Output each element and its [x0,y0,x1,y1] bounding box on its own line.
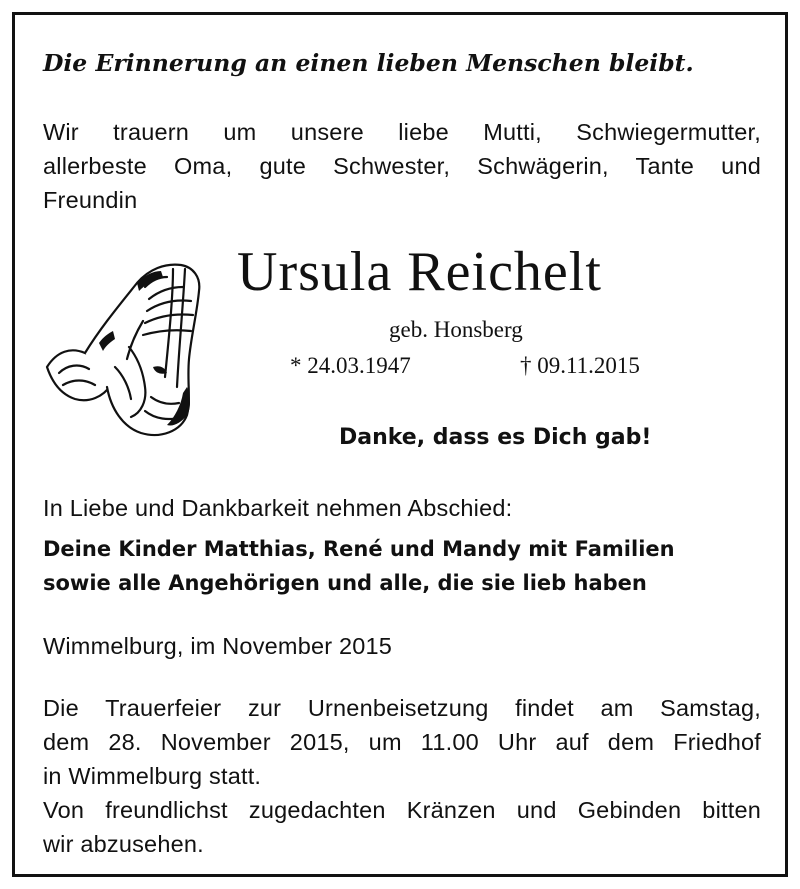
mourners-line-2: sowie alle Angehörigen und alle, die sie lieb haben [43,571,647,595]
request-line-2: wir abzusehen. [43,831,204,857]
birth-date: * 24.03.1947 [290,353,411,378]
farewell-line: In Liebe und Dankbarkeit nehmen Abschied: [43,495,513,521]
motto: Die Erinnerung an einen lieben Menschen bleibt. [43,49,694,77]
obituary-frame [12,12,788,877]
birth-name: geb. Honsberg [389,317,523,342]
death-date: † 09.11.2015 [520,353,640,378]
thanks-line: Danke, dass es Dich gab! [339,425,652,450]
request-line-1: Von freundlichst zugedachten Kränzen und Gebinden bitten [43,797,761,823]
praying-hands-icon [41,247,211,445]
mourners-line-1: Deine Kinder Matthias, René und Mandy mit Familien [43,537,675,561]
intro-line-2: allerbeste Oma, gute Schwester, Schwägerin, Tante und [43,153,761,179]
ceremony-line-2: dem 28. November 2015, um 11.00 Uhr auf dem Friedhof [43,729,761,755]
ceremony-line-3: in Wimmelburg statt. [43,763,262,789]
place-date: Wimmelburg, im November 2015 [43,633,393,659]
ceremony-line-1: Die Trauerfeier zur Urnenbeisetzung findet am Samstag, [43,695,761,721]
deceased-name: Ursula Reichelt [237,241,602,303]
intro-line-1: Wir trauern um unsere liebe Mutti, Schwiegermutter, [43,119,761,145]
intro-line-3: Freundin [43,187,138,213]
